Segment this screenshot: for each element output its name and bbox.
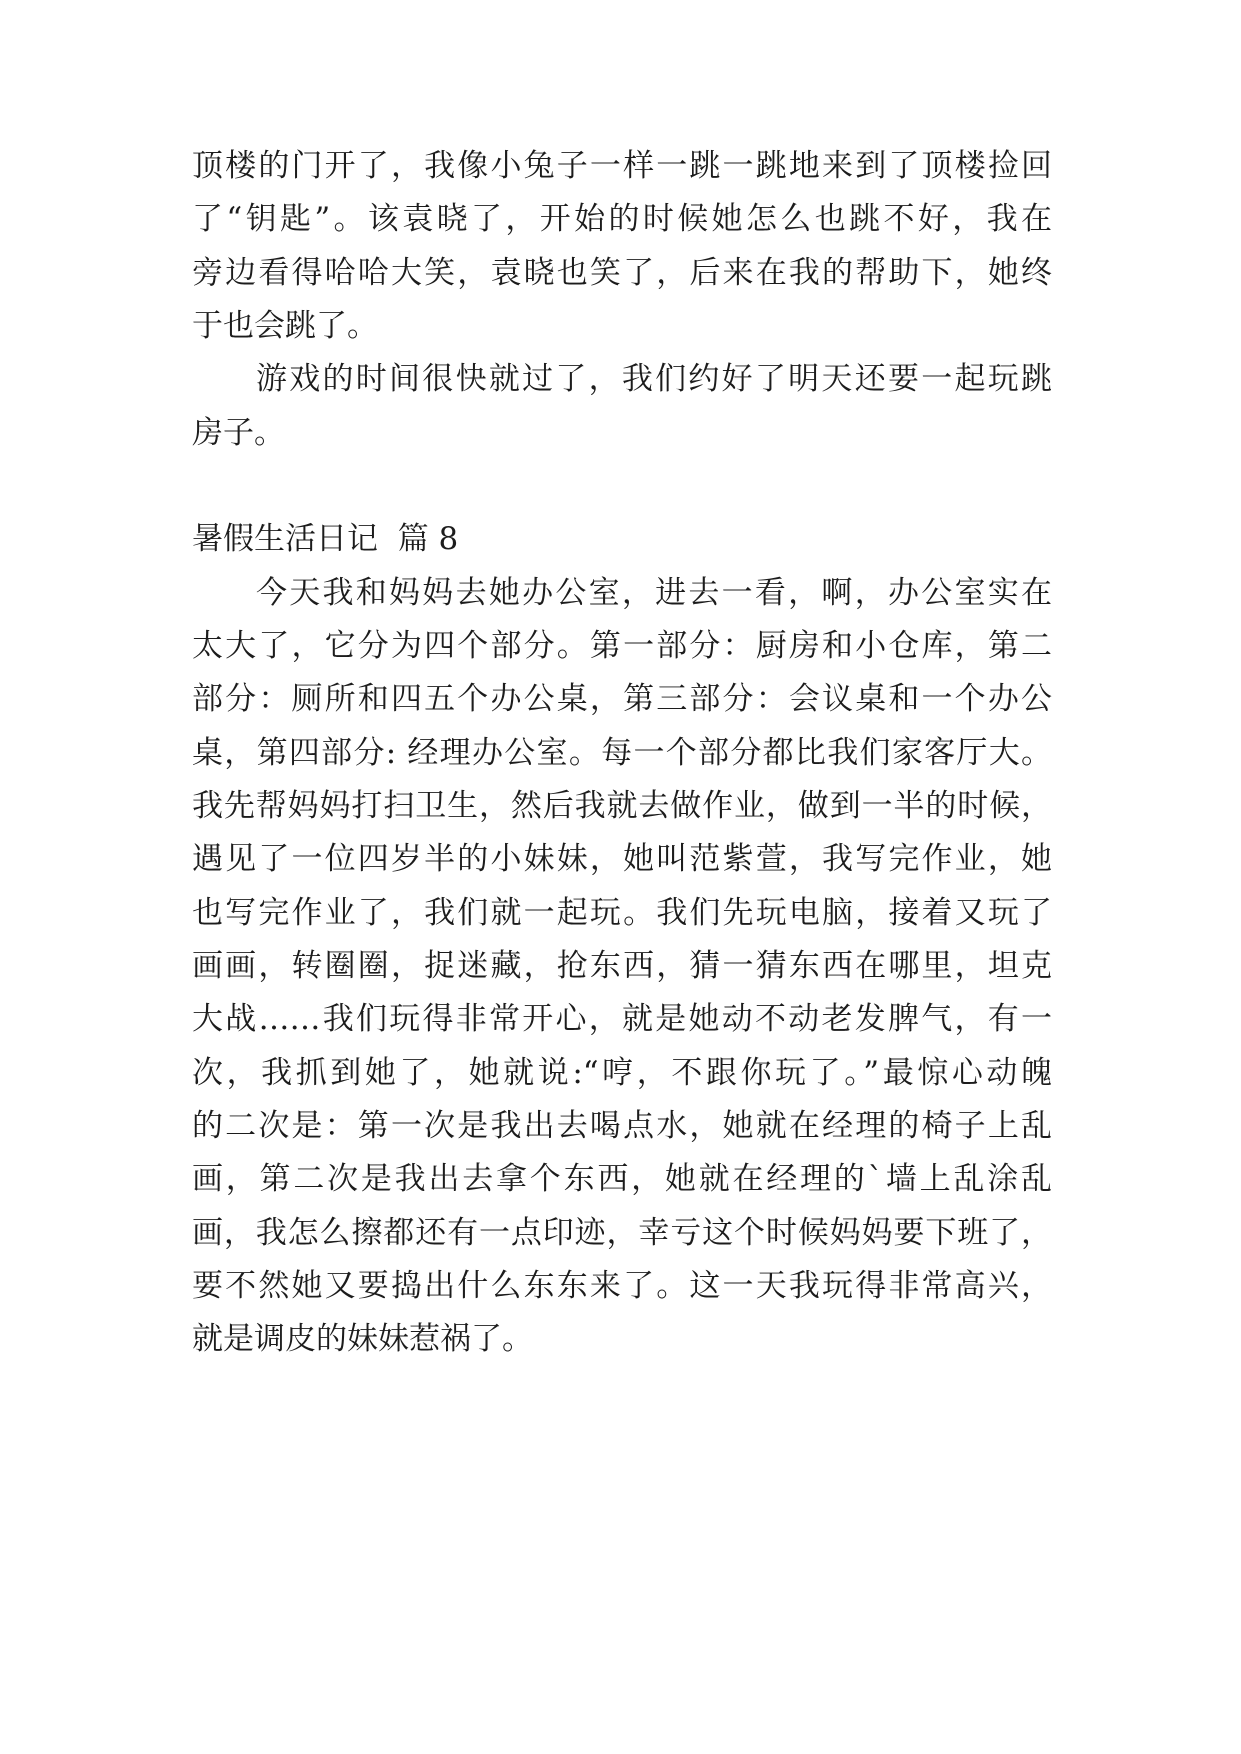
paragraph-line: 就是调皮的妹妹惹祸了。 xyxy=(192,1321,533,1357)
paragraph-line: 大战……我们玩得非常开心，就是她动不动老发脾气，有一 xyxy=(192,1001,1052,1037)
paragraph-line: 顶楼的门开了，我像小兔子一样一跳一跳地来到了顶楼捡回 xyxy=(192,148,1052,184)
paragraph-line: 太大了，它分为四个部分。第一部分：厨房和小仓库，第二 xyxy=(192,628,1052,664)
paragraph-line: 遇见了一位四岁半的小妹妹，她叫范紫萱，我写完作业，她 xyxy=(192,841,1052,877)
paragraph-line: 也写完作业了，我们就一起玩。我们先玩电脑，接着又玩了 xyxy=(192,895,1052,931)
section-title: 暑假生活日记 篇 8 xyxy=(192,521,459,557)
paragraph-line: 了“钥匙”。该袁晓了，开始的时候她怎么也跳不好，我在 xyxy=(192,201,1052,237)
paragraph-line: 要不然她又要捣出什么东东来了。这一天我玩得非常高兴， xyxy=(192,1268,1052,1304)
paragraph-line: 画画，转圈圈，捉迷藏，抢东西，猜一猜东西在哪里，坦克 xyxy=(192,948,1052,984)
paragraph-line: 桌，第四部分: 经理办公室。每一个部分都比我们家客厅大。 xyxy=(192,735,1052,771)
paragraph-line: 今天我和妈妈去她办公室，进去一看，啊，办公室实在 xyxy=(256,575,1052,611)
paragraph-line: 房子。 xyxy=(192,415,285,451)
paragraph-line: 旁边看得哈哈大笑，袁晓也笑了，后来在我的帮助下，她终 xyxy=(192,255,1052,291)
paragraph-line: 部分：厕所和四五个办公桌，第三部分：会议桌和一个办公 xyxy=(192,681,1052,717)
paragraph-line: 画，我怎么擦都还有一点印迹，幸亏这个时候妈妈要下班了， xyxy=(192,1215,1052,1251)
paragraph-line: 画，第二次是我出去拿个东西，她就在经理的`墙上乱涂乱 xyxy=(192,1161,1052,1197)
paragraph-line: 于也会跳了。 xyxy=(192,308,378,344)
document-page xyxy=(192,0,1052,1754)
paragraph-line: 游戏的时间很快就过了，我们约好了明天还要一起玩跳 xyxy=(256,361,1052,397)
paragraph-line: 次，我抓到她了，她就说:“哼，不跟你玩了。”最惊心动魄 xyxy=(192,1055,1052,1091)
paragraph-line: 我先帮妈妈打扫卫生，然后我就去做作业，做到一半的时候， xyxy=(192,788,1052,824)
paragraph-line: 的二次是：第一次是我出去喝点水，她就在经理的椅子上乱 xyxy=(192,1108,1052,1144)
